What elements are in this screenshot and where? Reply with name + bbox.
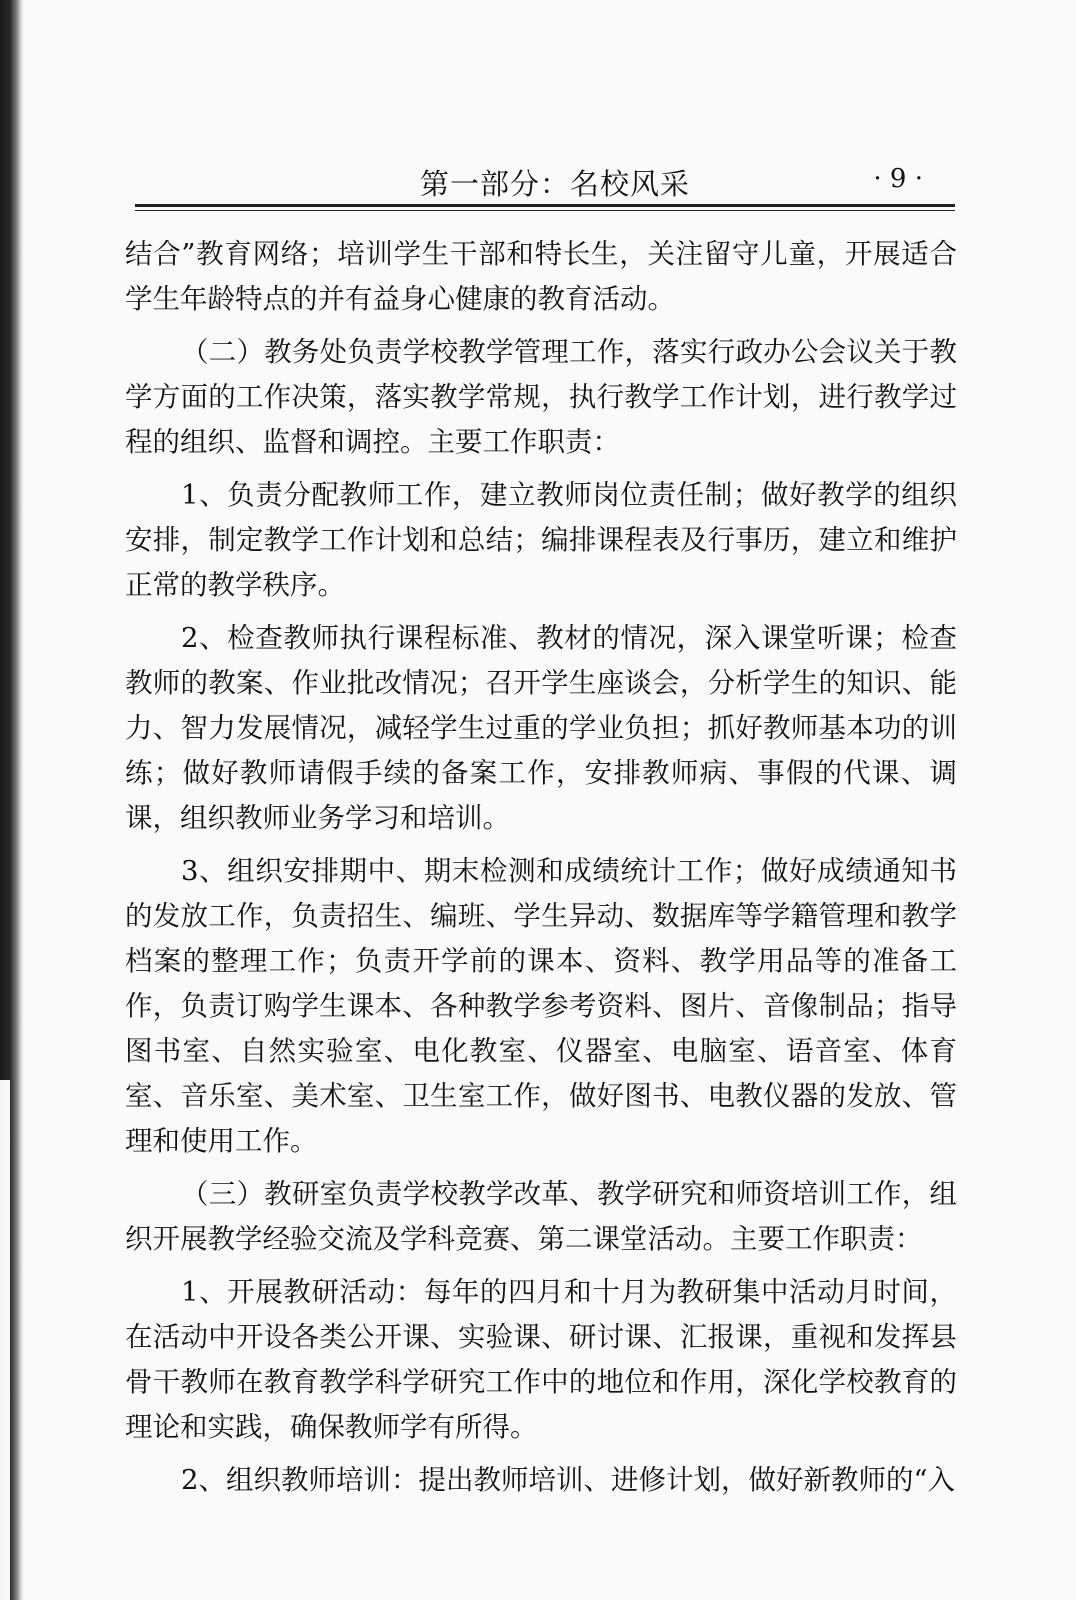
paragraph-academic-affairs: （二）教务处负责学校教学管理工作，落实行政办公会议关于教学方面的工作决策，落实教学常规，执行教学工作计划，进行教学过程的组织、监督和调控。主要工作职责： xyxy=(125,336,957,458)
scan-edge-lower xyxy=(0,1080,10,1600)
paragraph-duty-3: 3、组织安排期中、期末检测和成绩统计工作；做好成绩通知书的发放工作，负责招生、编班、学生异动、数据库等学籍管理和教学档案的整理工作；负责开学前的课本、资料、教学用品等的准备工作，负责订购学生课本、各种教学参考资料、图片、音像制品；指导图书室、自然实验室、电化教室、仪器室、电脑室、语音室、体育室、音乐室、美术室、卫生室工作，做好图书、电教仪器的发放、管理和使用工作。 xyxy=(125,855,957,1157)
paragraph-research-duty-2: 2、组织教师培训：提出教师培训、进修计划，做好新教师的“入 xyxy=(181,1464,956,1496)
paragraph-research-office: （三）教研室负责学校教学改革、教学研究和师资培训工作，组织开展教学经验交流及学科竞赛、第二课堂活动。主要工作职责： xyxy=(125,1178,957,1255)
paragraph-duty-1: 1、负责分配教师工作，建立教师岗位责任制；做好教学的组织安排，制定教学工作计划和总结；编排课程表及行事历，建立和维护正常的教学秩序。 xyxy=(125,479,957,601)
header-rule-thin xyxy=(135,210,955,211)
running-title: 第一部分：名校风采 xyxy=(420,167,691,201)
page-header xyxy=(135,150,955,214)
page-number: · 9 · xyxy=(873,164,923,194)
paragraph-duty-2: 2、检查教师执行课程标准、教材的情况，深入课堂听课；检查教师的教案、作业批改情况；召开学生座谈会，分析学生的知识、能力、智力发展情况，减轻学生过重的学业负担；抓好教师基本功的训练；做好教师请假手续的备案工作，安排教师病、事假的代课、调课，组织教师业务学习和培训。 xyxy=(125,622,957,834)
body-text xyxy=(125,232,957,1511)
paragraph-research-duty-1: 1、开展教研活动：每年的四月和十月为教研集中活动月时间，在活动中开设各类公开课、实验课、研讨课、汇报课，重视和发挥县骨干教师在教育教学科学研究工作中的地位和作用，深化学校教育的理论和实践，确保教师学有所得。 xyxy=(125,1276,957,1443)
paragraph-continued: 结合”教育网络；培训学生干部和特长生，关注留守儿童，开展适合学生年龄特点的并有益身心健康的教育活动。 xyxy=(125,238,957,315)
header-rule-thick xyxy=(135,204,955,207)
